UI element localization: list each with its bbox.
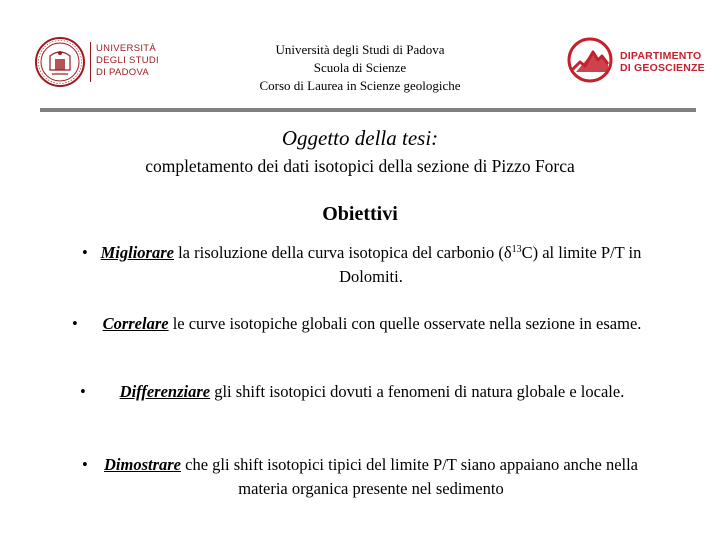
objective-keyword: Migliorare — [100, 243, 174, 262]
university-logo — [34, 36, 159, 92]
objective-keyword: Dimostrare — [103, 455, 181, 474]
university-logo-line: DEGLI STUDI — [96, 55, 159, 66]
department-logo-line: DI GEOSCIENZE — [620, 62, 705, 74]
university-logo-text — [96, 43, 159, 79]
objective-text: gli shift isotopici dovuti a fenomeni di natura globale e locale. — [210, 382, 625, 401]
objective-item — [82, 241, 648, 289]
objective-item — [82, 453, 648, 501]
objective-keyword: Differenziare — [119, 382, 211, 401]
objective-text: le curve isotopiche globali con quelle osservate nella sezione in esame. — [168, 314, 642, 333]
header-divider — [40, 108, 696, 112]
department-logo-line: DIPARTIMENTO — [620, 50, 702, 62]
isotope-superscript: 13 — [511, 244, 522, 255]
department-logo — [566, 36, 705, 86]
objectives-title: Obiettivi — [322, 203, 398, 225]
university-logo-divider — [90, 42, 91, 82]
objective-item — [72, 312, 660, 336]
bullet-icon: • — [80, 382, 86, 401]
university-logo-line: UNIVERSITÀ — [96, 43, 157, 54]
thesis-subject: completamento dei dati isotopici della sezione di Pizzo Forca — [145, 156, 575, 176]
bullet-icon: • — [82, 243, 88, 262]
university-name: Università degli Studi di Padova — [275, 42, 445, 57]
geoscience-mark-icon — [566, 36, 614, 84]
school-name: Scuola di Scienze — [313, 60, 407, 75]
department-logo-text — [620, 50, 705, 74]
university-seal-icon — [34, 36, 86, 88]
objective-text: che gli shift isotopici tipici del limite P/T siano appaiano anche nella materia organica presente nel sedimento — [181, 455, 639, 498]
bullet-icon: • — [72, 314, 78, 333]
thesis-subject-label: Oggetto della tesi: — [281, 126, 439, 150]
degree-course: Corso di Laurea in Scienze geologiche — [259, 78, 461, 93]
university-logo-line: DI PADOVA — [96, 67, 150, 78]
objective-item — [80, 380, 652, 404]
bullet-icon: • — [82, 455, 88, 474]
objective-text: la risoluzione della curva isotopica del carbonio (δ — [173, 243, 512, 262]
objective-keyword: Correlare — [102, 314, 169, 333]
objective-text-continued: C) al limite P/T in Dolomiti. — [339, 243, 642, 286]
header-institution — [210, 41, 510, 95]
